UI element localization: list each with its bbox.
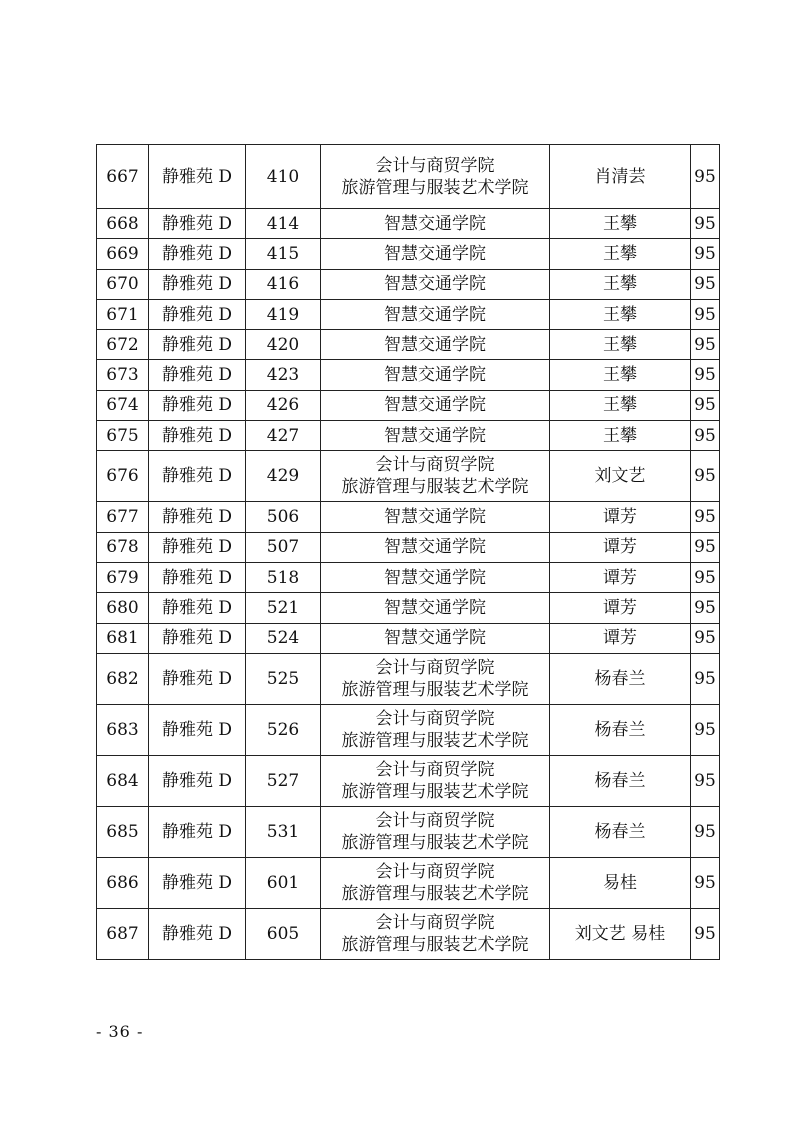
person-cell: 谭芳: [550, 532, 691, 562]
department-line: 会计与商贸学院: [375, 657, 495, 678]
score-cell: 95: [691, 269, 720, 299]
room-cell: 429: [246, 451, 321, 502]
department-line: 旅游管理与服装艺术学院: [341, 730, 529, 751]
building-cell: 静雅苑 D: [149, 704, 246, 755]
table-row: [97, 239, 720, 269]
department-cell: [321, 145, 550, 209]
table-row: [97, 623, 720, 653]
department-cell: [321, 209, 550, 239]
table-body: [97, 145, 720, 960]
row-number-cell: 682: [97, 653, 149, 704]
department-line: 智慧交通学院: [384, 425, 486, 446]
department-line: 智慧交通学院: [384, 597, 486, 618]
table-row: [97, 451, 720, 502]
building-cell: 静雅苑 D: [149, 269, 246, 299]
person-cell: 易桂: [550, 857, 691, 908]
table-row: [97, 502, 720, 532]
department-line: 智慧交通学院: [384, 213, 486, 234]
room-cell: 415: [246, 239, 321, 269]
department-line: 旅游管理与服装艺术学院: [341, 477, 529, 498]
department-line: 智慧交通学院: [384, 304, 486, 325]
score-cell: 95: [691, 653, 720, 704]
score-cell: 95: [691, 562, 720, 592]
department-line: 智慧交通学院: [384, 395, 486, 416]
score-cell: 95: [691, 390, 720, 420]
department-cell: [321, 269, 550, 299]
person-cell: 刘文艺 易桂: [550, 908, 691, 959]
department-line: 智慧交通学院: [384, 507, 486, 528]
room-cell: 601: [246, 857, 321, 908]
row-number-cell: 670: [97, 269, 149, 299]
department-cell: [321, 623, 550, 653]
department-line: 会计与商贸学院: [375, 861, 495, 882]
building-cell: 静雅苑 D: [149, 532, 246, 562]
score-cell: 95: [691, 704, 720, 755]
row-number-cell: 680: [97, 593, 149, 623]
score-cell: 95: [691, 330, 720, 360]
building-cell: 静雅苑 D: [149, 330, 246, 360]
room-cell: 518: [246, 562, 321, 592]
room-cell: 410: [246, 145, 321, 209]
department-cell: [321, 806, 550, 857]
building-cell: 静雅苑 D: [149, 593, 246, 623]
department-line: 智慧交通学院: [384, 567, 486, 588]
table-row: [97, 908, 720, 959]
room-cell: 525: [246, 653, 321, 704]
row-number-cell: 672: [97, 330, 149, 360]
table-row: [97, 421, 720, 451]
department-cell: [321, 532, 550, 562]
department-line: 智慧交通学院: [384, 365, 486, 386]
score-cell: 95: [691, 532, 720, 562]
table-row: [97, 704, 720, 755]
person-cell: 王攀: [550, 299, 691, 329]
row-number-cell: 687: [97, 908, 149, 959]
department-line: 会计与商贸学院: [375, 455, 495, 476]
building-cell: 静雅苑 D: [149, 209, 246, 239]
row-number-cell: 674: [97, 390, 149, 420]
room-cell: 521: [246, 593, 321, 623]
department-line: 会计与商贸学院: [375, 759, 495, 780]
row-number-cell: 677: [97, 502, 149, 532]
department-cell: [321, 593, 550, 623]
room-cell: 526: [246, 704, 321, 755]
person-cell: 谭芳: [550, 502, 691, 532]
room-cell: 507: [246, 532, 321, 562]
department-cell: [321, 704, 550, 755]
department-line: 会计与商贸学院: [375, 912, 495, 933]
row-number-cell: 669: [97, 239, 149, 269]
room-cell: 531: [246, 806, 321, 857]
person-cell: 王攀: [550, 209, 691, 239]
row-number-cell: 671: [97, 299, 149, 329]
row-number-cell: 679: [97, 562, 149, 592]
table-row: [97, 299, 720, 329]
building-cell: 静雅苑 D: [149, 390, 246, 420]
building-cell: 静雅苑 D: [149, 239, 246, 269]
building-cell: 静雅苑 D: [149, 806, 246, 857]
table-row: [97, 593, 720, 623]
table-row: [97, 857, 720, 908]
building-cell: 静雅苑 D: [149, 562, 246, 592]
score-cell: 95: [691, 299, 720, 329]
room-cell: 419: [246, 299, 321, 329]
building-cell: 静雅苑 D: [149, 857, 246, 908]
building-cell: 静雅苑 D: [149, 502, 246, 532]
score-cell: 95: [691, 857, 720, 908]
dormitory-table: [96, 144, 719, 960]
department-line: 智慧交通学院: [384, 628, 486, 649]
person-cell: 杨春兰: [550, 704, 691, 755]
department-cell: [321, 857, 550, 908]
building-cell: 静雅苑 D: [149, 755, 246, 806]
department-cell: [321, 502, 550, 532]
room-cell: 524: [246, 623, 321, 653]
row-number-cell: 686: [97, 857, 149, 908]
building-cell: 静雅苑 D: [149, 145, 246, 209]
department-cell: [321, 360, 550, 390]
department-cell: [321, 390, 550, 420]
row-number-cell: 673: [97, 360, 149, 390]
building-cell: 静雅苑 D: [149, 653, 246, 704]
department-cell: [321, 330, 550, 360]
person-cell: 杨春兰: [550, 653, 691, 704]
page-number: - 36 -: [96, 1022, 144, 1041]
row-number-cell: 667: [97, 145, 149, 209]
building-cell: 静雅苑 D: [149, 299, 246, 329]
person-cell: 王攀: [550, 360, 691, 390]
building-cell: 静雅苑 D: [149, 421, 246, 451]
department-line: 会计与商贸学院: [375, 155, 495, 176]
person-cell: 谭芳: [550, 623, 691, 653]
score-cell: 95: [691, 239, 720, 269]
person-cell: 王攀: [550, 390, 691, 420]
person-cell: 杨春兰: [550, 806, 691, 857]
table-row: [97, 653, 720, 704]
department-line: 智慧交通学院: [384, 274, 486, 295]
row-number-cell: 675: [97, 421, 149, 451]
table-row: [97, 269, 720, 299]
department-cell: [321, 421, 550, 451]
room-cell: 416: [246, 269, 321, 299]
row-number-cell: 676: [97, 451, 149, 502]
score-cell: 95: [691, 806, 720, 857]
person-cell: 刘文艺: [550, 451, 691, 502]
person-cell: 王攀: [550, 239, 691, 269]
department-cell: [321, 562, 550, 592]
department-line: 智慧交通学院: [384, 243, 486, 264]
department-line: 智慧交通学院: [384, 537, 486, 558]
department-line: 旅游管理与服装艺术学院: [341, 177, 529, 198]
person-cell: 王攀: [550, 269, 691, 299]
person-cell: 谭芳: [550, 593, 691, 623]
department-line: 旅游管理与服装艺术学院: [341, 679, 529, 700]
table-row: [97, 209, 720, 239]
department-line: 旅游管理与服装艺术学院: [341, 781, 529, 802]
room-cell: 423: [246, 360, 321, 390]
room-cell: 605: [246, 908, 321, 959]
inspection-table: [96, 144, 720, 960]
room-cell: 420: [246, 330, 321, 360]
score-cell: 95: [691, 145, 720, 209]
building-cell: 静雅苑 D: [149, 451, 246, 502]
score-cell: 95: [691, 623, 720, 653]
person-cell: 王攀: [550, 330, 691, 360]
department-cell: [321, 299, 550, 329]
building-cell: 静雅苑 D: [149, 360, 246, 390]
score-cell: 95: [691, 209, 720, 239]
score-cell: 95: [691, 451, 720, 502]
row-number-cell: 685: [97, 806, 149, 857]
department-cell: [321, 908, 550, 959]
table-row: [97, 390, 720, 420]
person-cell: 谭芳: [550, 562, 691, 592]
score-cell: 95: [691, 421, 720, 451]
person-cell: 杨春兰: [550, 755, 691, 806]
department-line: 会计与商贸学院: [375, 810, 495, 831]
department-line: 旅游管理与服装艺术学院: [341, 934, 529, 955]
row-number-cell: 684: [97, 755, 149, 806]
building-cell: 静雅苑 D: [149, 623, 246, 653]
person-cell: 王攀: [550, 421, 691, 451]
department-line: 智慧交通学院: [384, 334, 486, 355]
row-number-cell: 668: [97, 209, 149, 239]
room-cell: 426: [246, 390, 321, 420]
score-cell: 95: [691, 593, 720, 623]
department-line: 会计与商贸学院: [375, 708, 495, 729]
table-row: [97, 806, 720, 857]
department-cell: [321, 451, 550, 502]
person-cell: 肖清芸: [550, 145, 691, 209]
room-cell: 414: [246, 209, 321, 239]
room-cell: 506: [246, 502, 321, 532]
score-cell: 95: [691, 502, 720, 532]
department-cell: [321, 239, 550, 269]
table-row: [97, 532, 720, 562]
score-cell: 95: [691, 755, 720, 806]
table-row: [97, 360, 720, 390]
building-cell: 静雅苑 D: [149, 908, 246, 959]
table-row: [97, 562, 720, 592]
table-row: [97, 145, 720, 209]
room-cell: 427: [246, 421, 321, 451]
department-cell: [321, 755, 550, 806]
row-number-cell: 683: [97, 704, 149, 755]
room-cell: 527: [246, 755, 321, 806]
table-row: [97, 755, 720, 806]
score-cell: 95: [691, 908, 720, 959]
row-number-cell: 681: [97, 623, 149, 653]
table-row: [97, 330, 720, 360]
department-line: 旅游管理与服装艺术学院: [341, 883, 529, 904]
row-number-cell: 678: [97, 532, 149, 562]
department-line: 旅游管理与服装艺术学院: [341, 832, 529, 853]
department-cell: [321, 653, 550, 704]
score-cell: 95: [691, 360, 720, 390]
